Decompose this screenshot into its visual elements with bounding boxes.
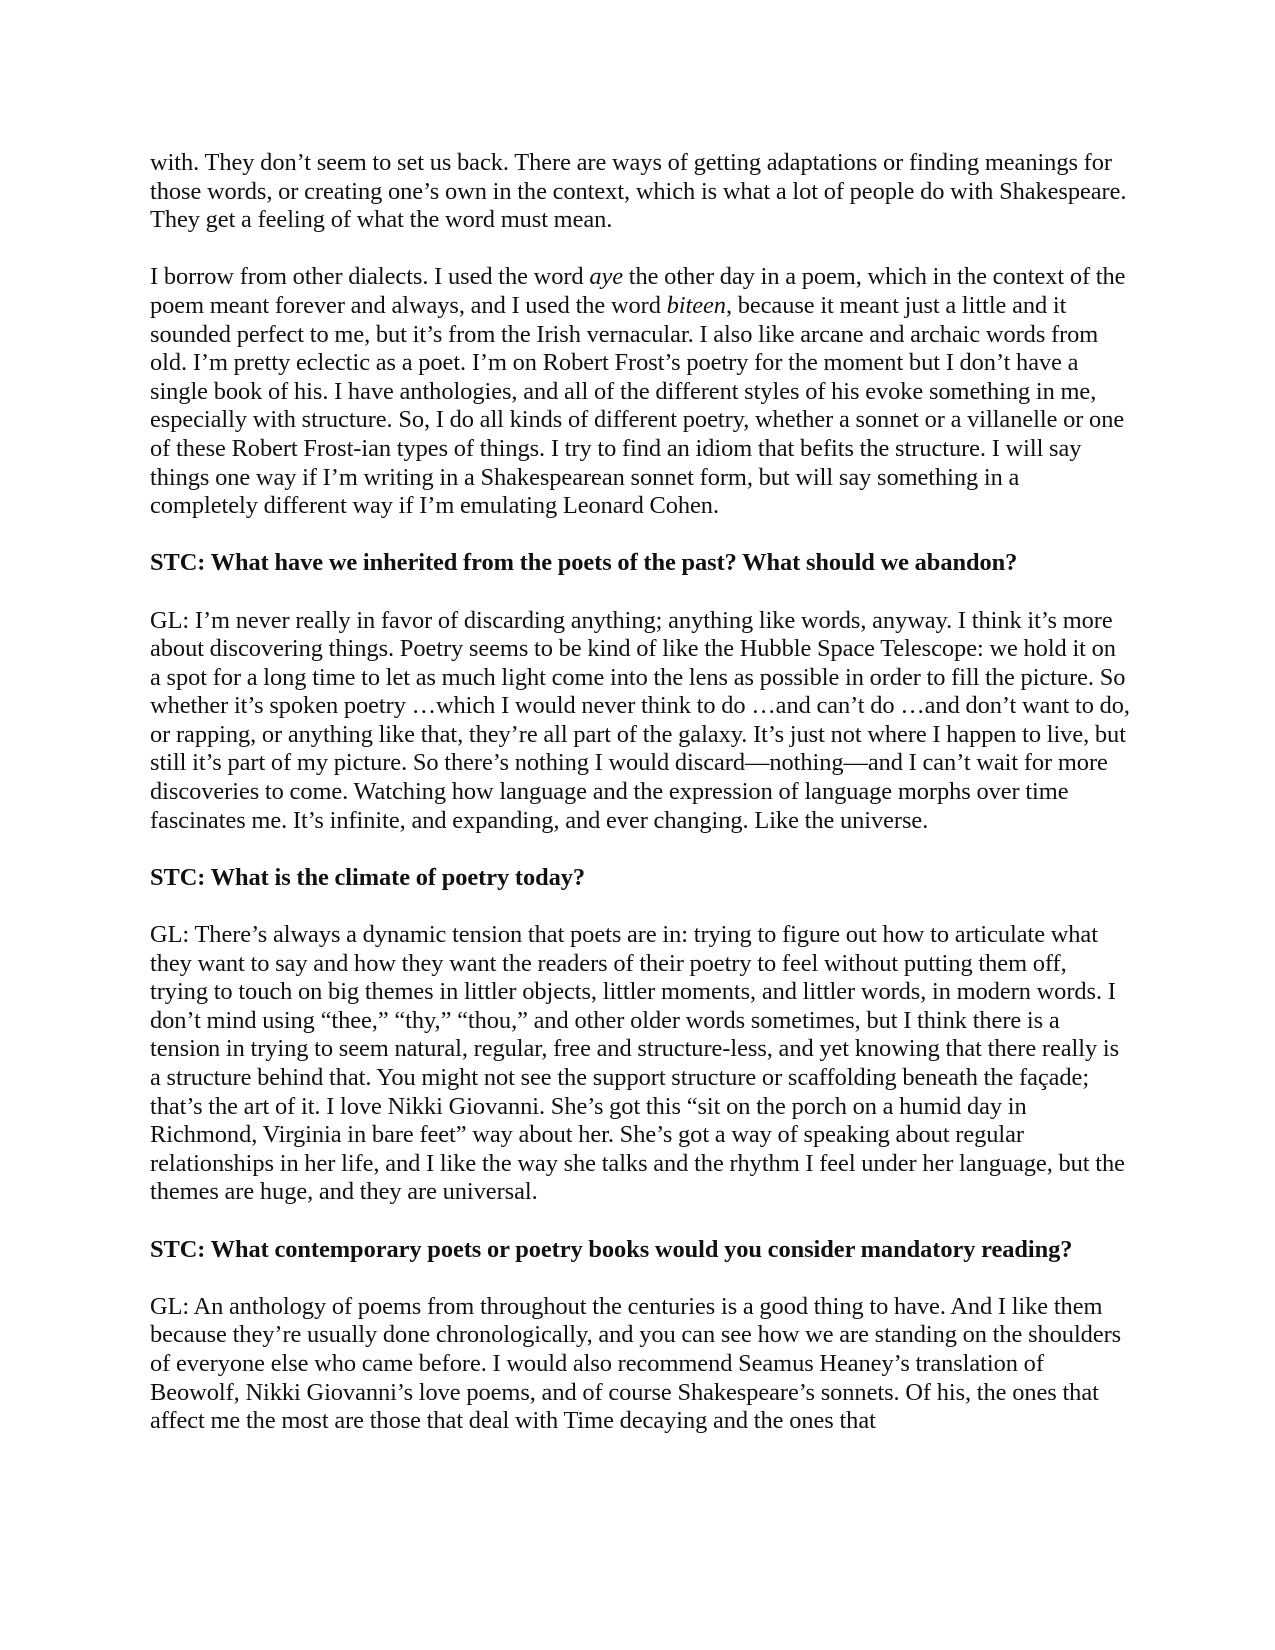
paragraph-text: , because it meant just a little and it sounded perfect to me, but it’s from the Irish vernacular. I also like arcane and archaic words from old. I’m pretty eclectic as a poet. I’m on Robert Frost’s poetry for the moment but I don’t have a single book of his. I have anthologies, and all of the different styles of his evoke something in me, especially with structure. So, I do all kinds of different poetry, whether a sonnet or a villanelle or one of these Robert Frost-ian types of things. I try to find an idiom that befits the structure. I will say things one way if I’m writing in a Shakespearean sonnet form, but will say something in a completely different way if I’m emulating Leonard Cohen. (150, 291, 1125, 520)
paragraph-dialects (150, 263, 1130, 520)
interview-question-climate: STC: What is the climate of poetry today? (150, 863, 586, 891)
paragraph-text: I borrow from other dialects. I used the word (150, 263, 590, 291)
italic-word-biteen: biteen (666, 291, 726, 319)
paragraph-continuation: with. They don’t seem to set us back. There are ways of getting adaptations or finding meanings for those words, or creating one’s own in the context, which is what a lot of people do with Shakespeare. They get a feeling of what the word must mean. (150, 149, 1127, 234)
interview-question-inherited: STC: What have we inherited from the poets of the past? What should we abandon? (150, 549, 1018, 577)
paragraph-text: the other day in a poem, which in the context of the poem meant forever and always, and I used the word (150, 263, 1126, 319)
document-body (150, 149, 1130, 1436)
interview-question-mandatory-reading: STC: What contemporary poets or poetry books would you consider mandatory reading? (150, 1235, 1073, 1263)
italic-word-aye: aye (589, 263, 624, 291)
interview-answer-climate: GL: There’s always a dynamic tension that poets are in: trying to figure out how to articulate what they want to say and how they want the readers of their poetry to feel without putting them off, trying to touch on big themes in littler objects, littler moments, and littler words, in modern words. I don’t mind using “thee,” “thy,” “thou,” and other older words sometimes, but I think there is a tension in trying to seem natural, regular, free and structure-less, and yet knowing that there really is a structure behind that. You might not see the support structure or scaffolding beneath the façade; that’s the art of it. I love Nikki Giovanni. She’s got this “sit on the porch on a humid day in Richmond, Virginia in bare feet” way about her. She’s got a way of speaking about regular relationships in her life, and I like the way she talks and the rhythm I feel under her language, but the themes are huge, and they are universal. (150, 921, 1125, 1206)
interview-answer-inherited: GL: I’m never really in favor of discarding anything; anything like words, anyway. I think it’s more about discovering things. Poetry seems to be kind of like the Hubble Space Telescope: we hold it on a spot for a long time to let as much light come into the lens as possible in order to fill the picture. So whether it’s spoken poetry …which I would never think to do …and can’t do …and don’t want to do, or rapping, or anything like that, they’re all part of the galaxy. It’s just not where I happen to live, but still it’s part of my picture. So there’s nothing I would discard—nothing—and I can’t wait for more discoveries to come. Watching how language and the expression of language morphs over time fascinates me. It’s infinite, and expanding, and ever changing. Like the universe. (150, 606, 1130, 834)
interview-answer-mandatory-reading: GL: An anthology of poems from throughout the centuries is a good thing to have. And I like them because they’re usually done chronologically, and you can see how we are standing on the shoulders of everyone else who came before. I would also recommend Seamus Heaney’s translation of Beowolf, Nikki Giovanni’s love poems, and of course Shakespeare’s sonnets. Of his, the ones that affect me the most are those that deal with Time decaying and the ones that (150, 1292, 1122, 1435)
